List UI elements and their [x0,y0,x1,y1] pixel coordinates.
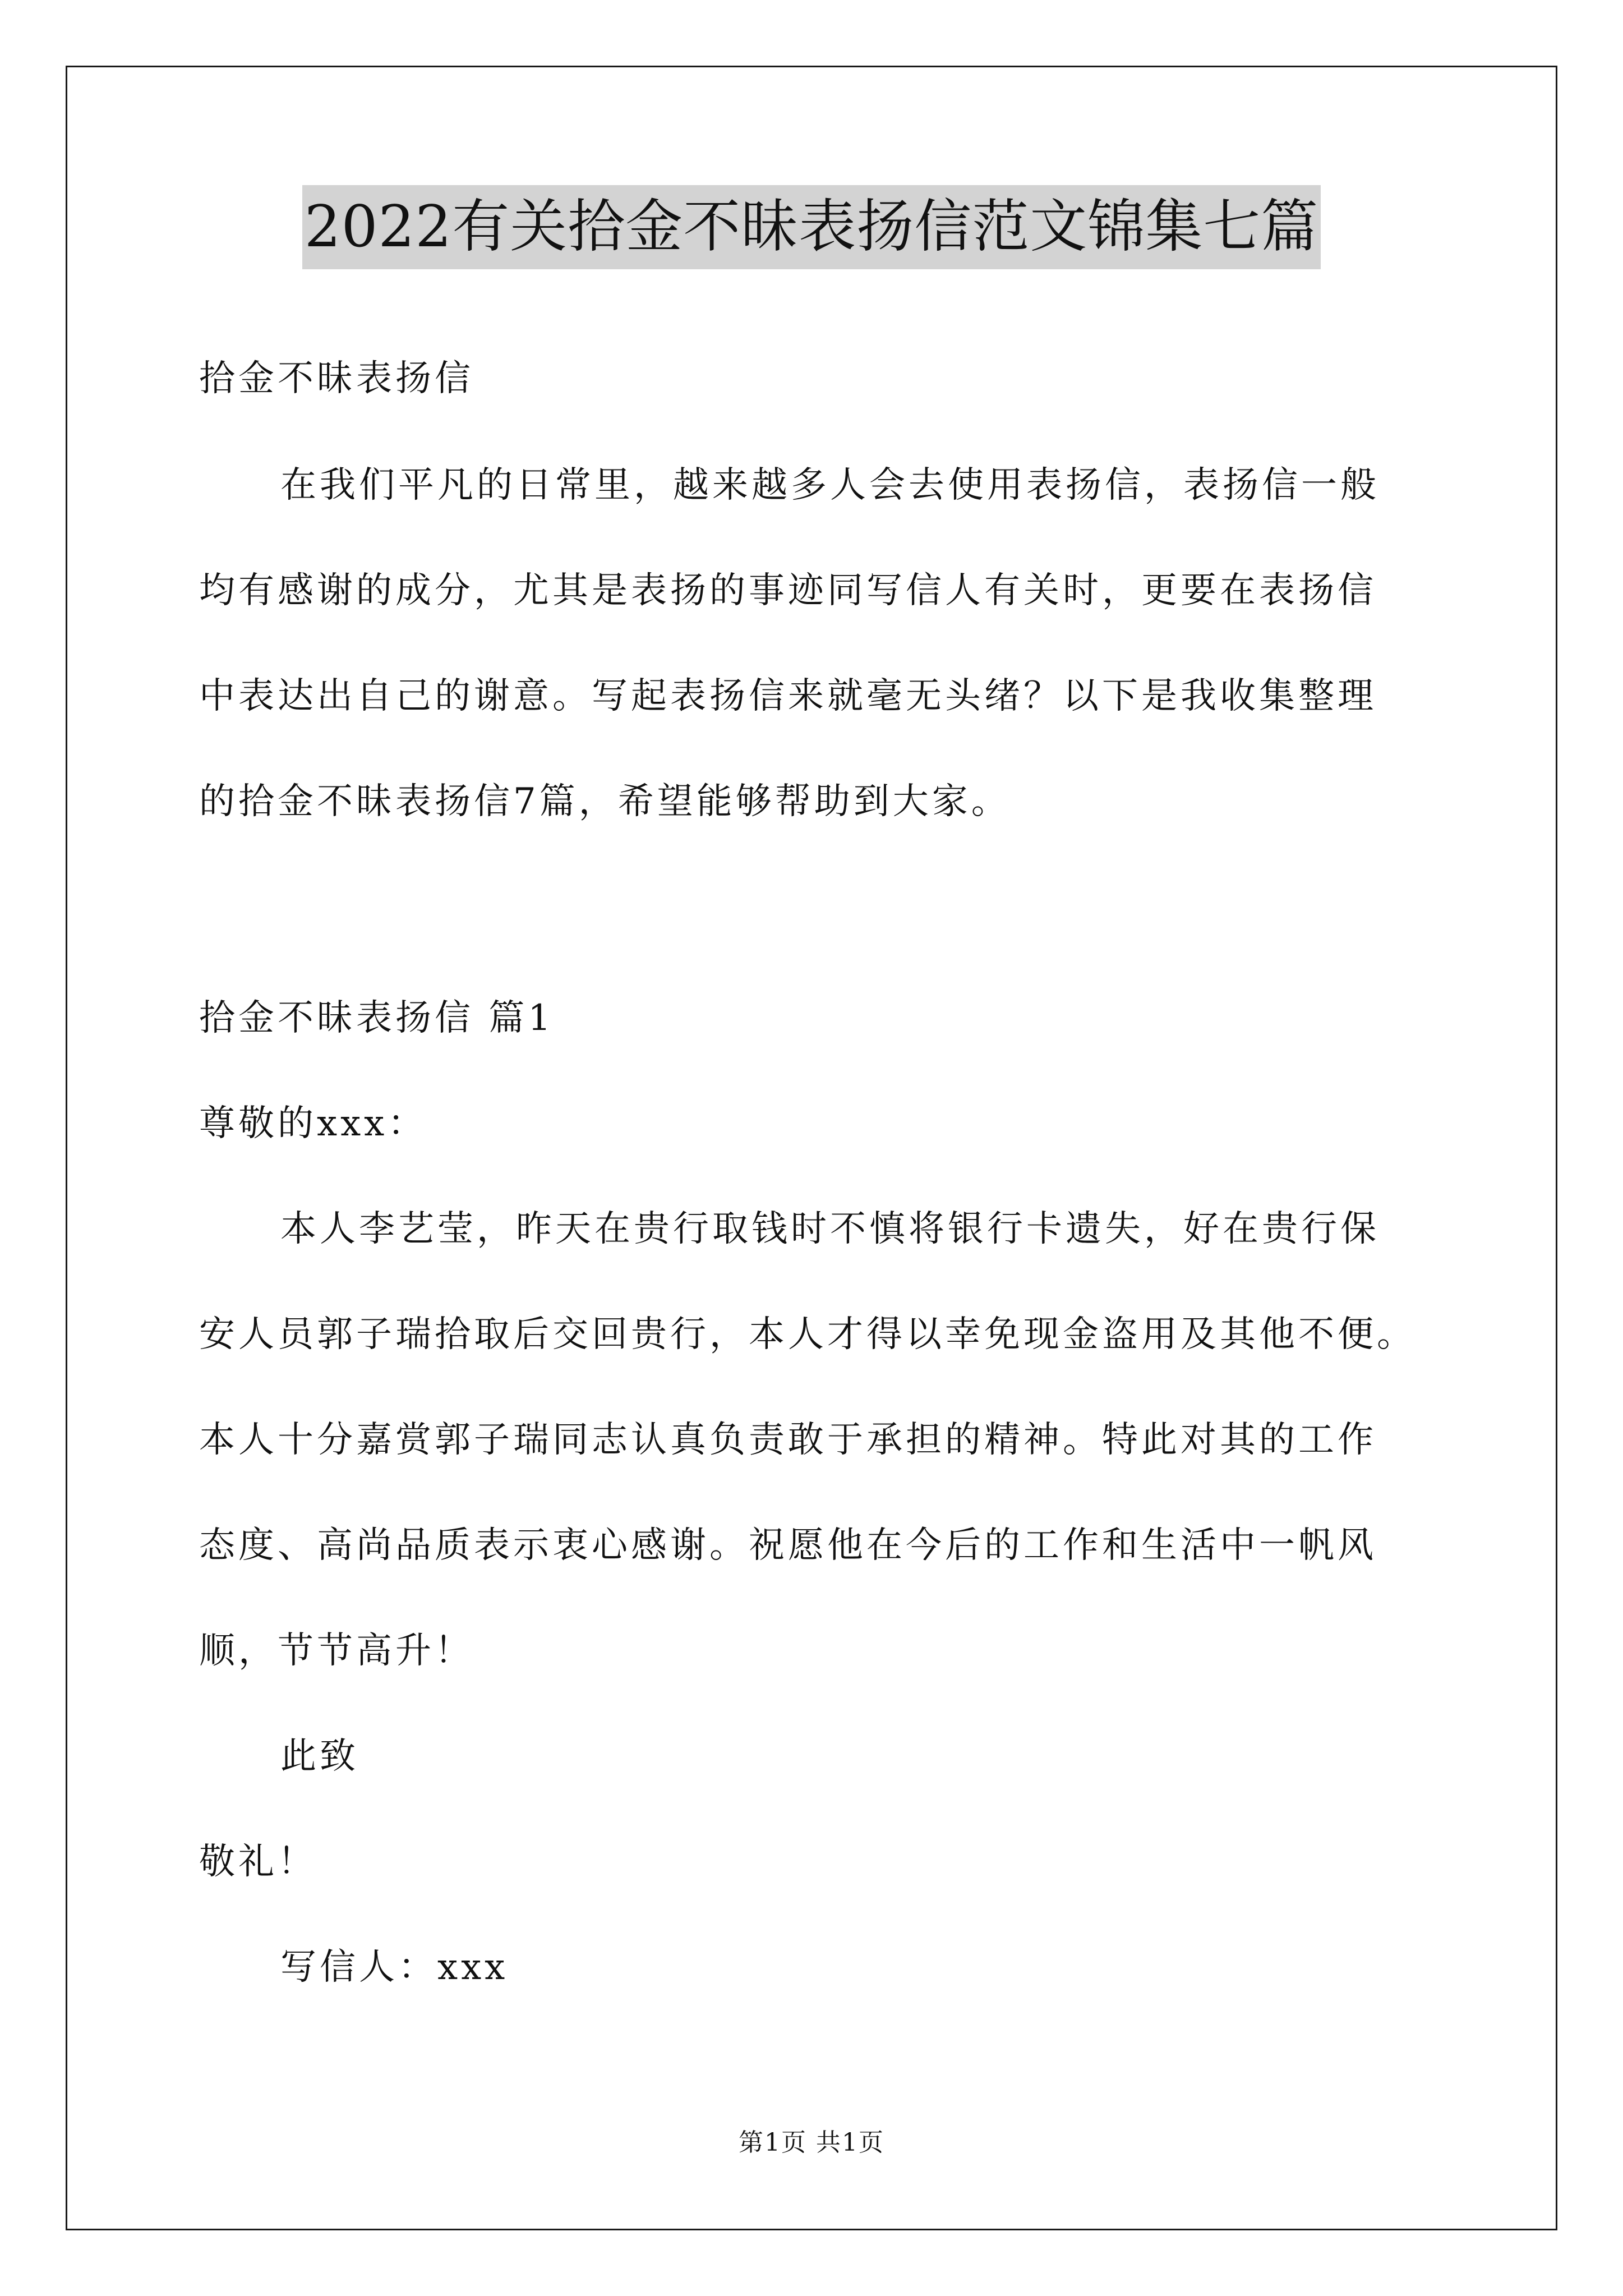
letter-body-line-2: 安人员郭子瑞拾取后交回贵行，本人才得以幸免现金盗用及其他不便。 [199,1314,1416,1355]
letter-closing-2: 敬礼！ [199,1841,317,1883]
page-footer: 第1页 共1页 [739,2128,884,2157]
letter-signature: 写信人：xxx [280,1947,509,1988]
letter-body-line-1: 本人李艺莹，昨天在贵行取钱时不慎将银行卡遗失，好在贵行保 [280,1208,1380,1250]
title-container [0,185,1623,269]
letter-body-line-4: 态度、高尚品质表示衷心感谢。祝愿他在今后的工作和生活中一帆风 [199,1525,1377,1566]
letter-body-line-3: 本人十分嘉赏郭子瑞同志认真负责敢于承担的精神。特此对其的工作 [199,1419,1377,1461]
intro-line-3: 中表达出自己的谢意。写起表扬信来就毫无头绪？以下是我收集整理 [199,675,1377,717]
intro-line-1: 在我们平凡的日常里，越来越多人会去使用表扬信，表扬信一般 [280,464,1380,506]
intro-line-4: 的拾金不昧表扬信7篇，希望能够帮助到大家。 [199,781,1011,822]
letter-body-line-5: 顺，节节高升！ [199,1630,474,1672]
letter-heading: 拾金不昧表扬信 篇1 [199,997,555,1039]
document-title: 2022有关拾金不昧表扬信范文锦集七篇 [302,185,1321,269]
section-heading: 拾金不昧表扬信 [199,358,474,399]
letter-closing-1: 此致 [280,1736,359,1777]
letter-salutation: 尊敬的xxx： [199,1103,427,1144]
intro-line-2: 均有感谢的成分，尤其是表扬的事迹同写信人有关时，更要在表扬信 [199,570,1377,611]
